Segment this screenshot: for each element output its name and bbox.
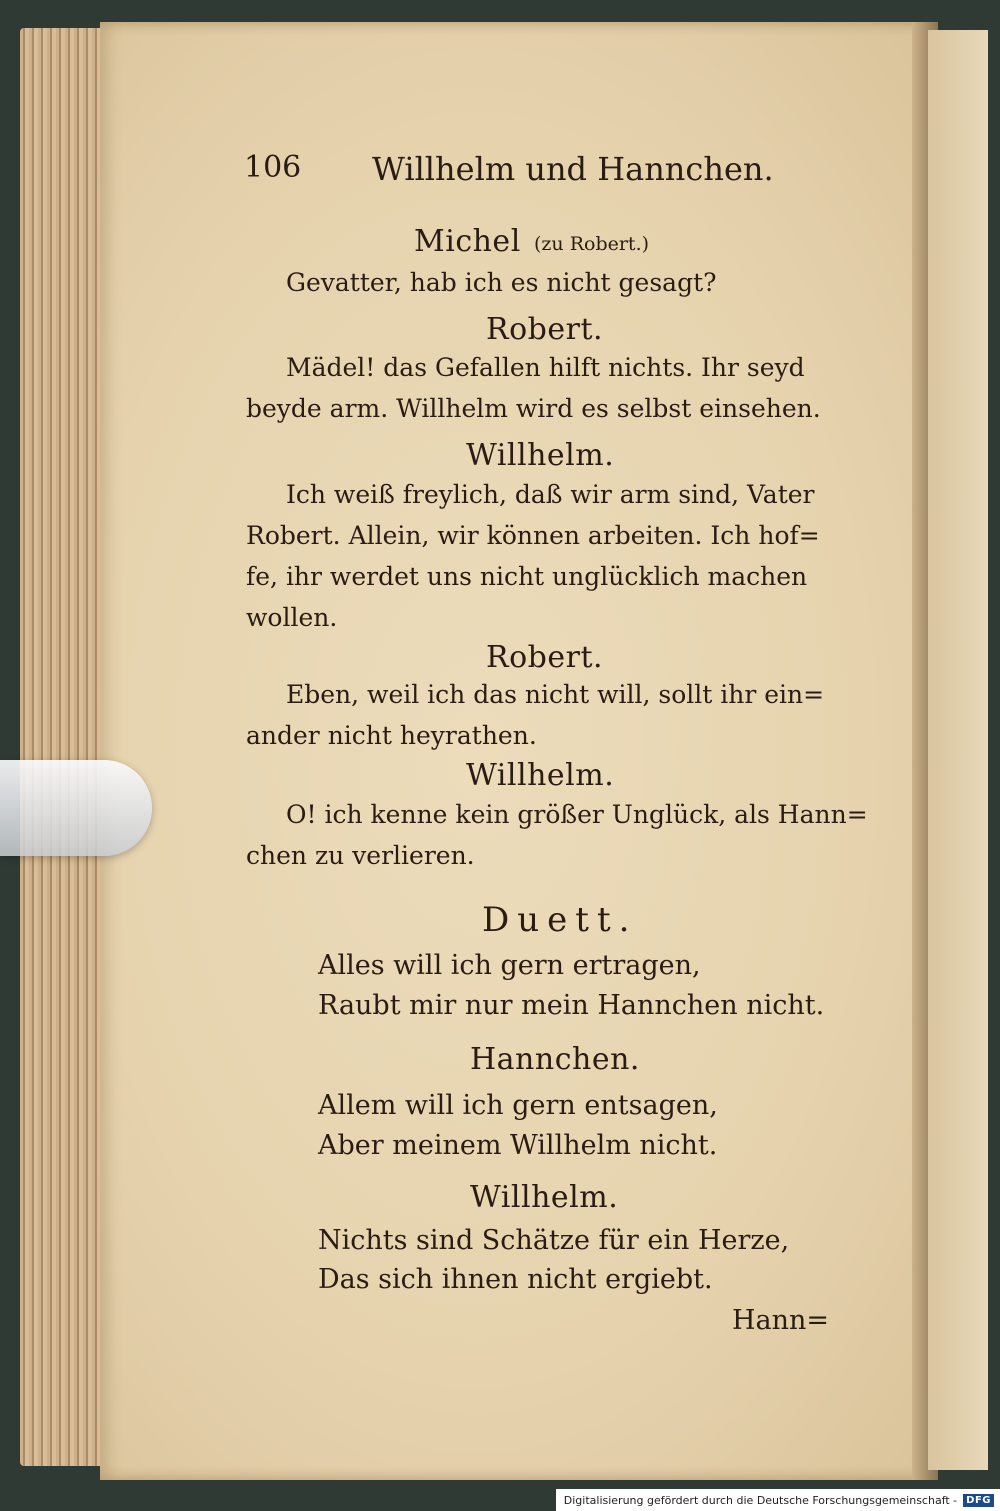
- digitization-credit: [556, 1489, 1000, 1511]
- dialogue-line: chen zu verlieren.: [246, 841, 475, 870]
- verse-line: Aber meinem Willhelm nicht.: [318, 1130, 718, 1161]
- dialogue-line: beyde arm. Willhelm wird es selbst einsehen.: [246, 394, 821, 423]
- duett-heading: Duett.: [482, 900, 638, 940]
- speaker-robert: Robert.: [486, 640, 604, 675]
- credit-text: Digitalisierung gefördert durch die Deutsche Forschungsgemeinschaft -: [563, 1493, 958, 1507]
- speaker-willhelm: Willhelm.: [470, 1180, 619, 1215]
- dialogue-line: Mädel! das Gefallen hilft nichts. Ihr seyd: [286, 353, 805, 382]
- speaker-michel: Michel: [414, 224, 521, 259]
- stage-direction: (zu Robert.): [534, 233, 650, 255]
- speaker-hannchen: Hannchen.: [470, 1042, 640, 1077]
- dialogue-line: Robert. Allein, wir können arbeiten. Ich hof=: [246, 521, 820, 550]
- speaker-willhelm: Willhelm.: [466, 758, 615, 793]
- dialogue-line: Gevatter, hab ich es nicht gesagt?: [286, 268, 717, 297]
- dfg-logo: DFG: [963, 1494, 994, 1507]
- verse-line: Das sich ihnen nicht ergiebt.: [318, 1264, 713, 1295]
- verse-line: Nichts sind Schätze für ein Herze,: [318, 1225, 790, 1256]
- catchword: Hann=: [732, 1305, 830, 1336]
- dialogue-line: fe, ihr werdet uns nicht unglücklich machen: [246, 562, 808, 591]
- running-title: Willhelm und Hannchen.: [372, 150, 774, 188]
- dialogue-line: wollen.: [246, 603, 338, 632]
- dialogue-line: Ich weiß freylich, daß wir arm sind, Vater: [286, 480, 815, 509]
- page-number: 106: [244, 150, 302, 185]
- speaker-willhelm: Willhelm.: [466, 438, 615, 473]
- dialogue-line: ander nicht heyrathen.: [246, 721, 537, 750]
- verse-line: Alles will ich gern ertragen,: [318, 950, 701, 981]
- dialogue-line: O! ich kenne kein größer Unglück, als Hann=: [286, 800, 868, 829]
- verse-line: Raubt mir nur mein Hannchen nicht.: [318, 990, 825, 1021]
- verse-line: Allem will ich gern entsagen,: [318, 1090, 718, 1121]
- speaker-robert: Robert.: [486, 312, 604, 347]
- dialogue-line: Eben, weil ich das nicht will, sollt ihr ein=: [286, 680, 825, 709]
